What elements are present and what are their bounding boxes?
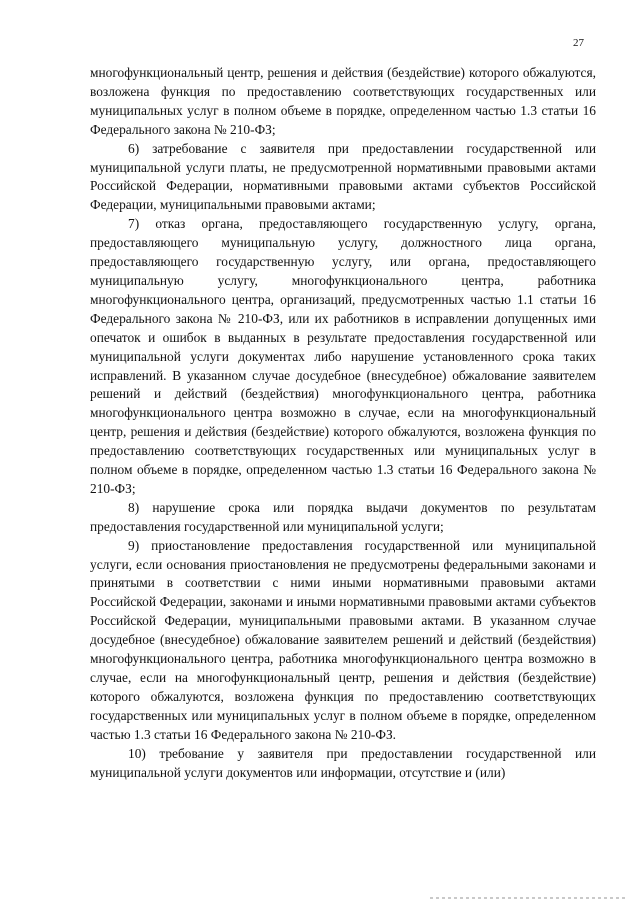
scan-artifact xyxy=(430,897,625,899)
paragraph-continuation: многофункциональный центр, решения и действия (бездействие) которого обжалуются, возложена функция по предоставлению соответствующих государственных или муниципальных услуг в полном объеме в порядке, определенном частью 1.3 статьи 16 Федерального закона № 210-ФЗ; xyxy=(90,65,596,137)
page-number: 27 xyxy=(573,37,584,49)
paragraph-item-6: 6) затребование с заявителя при предоставлении государственной или муниципальной услуги платы, не предусмотренной нормативными правовыми актами Российской Федерации, нормативными правовыми актами субъектов Российской Федерации, муниципальными правовыми актами; xyxy=(90,140,596,213)
document-body xyxy=(90,64,596,782)
paragraph-item-7: 7) отказ органа, предоставляющего государственную услугу, органа, предоставляющего муниципальную услугу, должностного лица органа, предоставляющего государственную услугу, или органа, предоставляющего муниципальную услугу, многофункционального центра, работника многофункционального центра, организаций, предусмотренных частью 1.1 статьи 16 Федерального закона № 210-ФЗ, или их работников в исправлении допущенных ими опечаток и ошибок в выданных в результате предоставления государственной или муниципальной услуги документах либо нарушение установленного срока таких исправлений. В указанном случае досудебное (внесудебное) обжалование заявителем решений и действий (бездействия) многофункционального центра, работника многофункционального центра возможно в случае, если на многофункциональный центр, решения и действия (бездействие) которого обжалуются, возложена функция по предоставлению соответствующих государственных или муниципальных услуг в полном объеме в порядке, определенном частью 1.3 статьи 16 Федерального закона № 210-ФЗ; xyxy=(90,216,596,496)
paragraph-item-9: 9) приостановление предоставления государственной или муниципальной услуги, если основания приостановления не предусмотрены федеральными законами и принятыми в соответствии с ними иными нормативными правовыми актами Российской Федерации, законами и иными нормативными правовыми актами субъектов Российской Федерации, муниципальными правовыми актами. В указанном случае досудебное (внесудебное) обжалование заявителем решений и действий (бездействия) многофункционального центра, работника многофункционального центра возможно в случае, если на многофункциональный центр, решения и действия (бездействие) которого обжалуются, возложена функция по предоставлению соответствующих государственных или муниципальных услуг в полном объеме в порядке, определенном частью 1.3 статьи 16 Федерального закона № 210-ФЗ. xyxy=(90,537,596,742)
paragraph-item-10: 10) требование у заявителя при предоставлении государственной или муниципальной услуги документов или информации, отсутствие и (или) xyxy=(90,745,596,780)
paragraph-item-8: 8) нарушение срока или порядка выдачи документов по результатам предоставления государственной или муниципальной услуги; xyxy=(90,499,596,534)
